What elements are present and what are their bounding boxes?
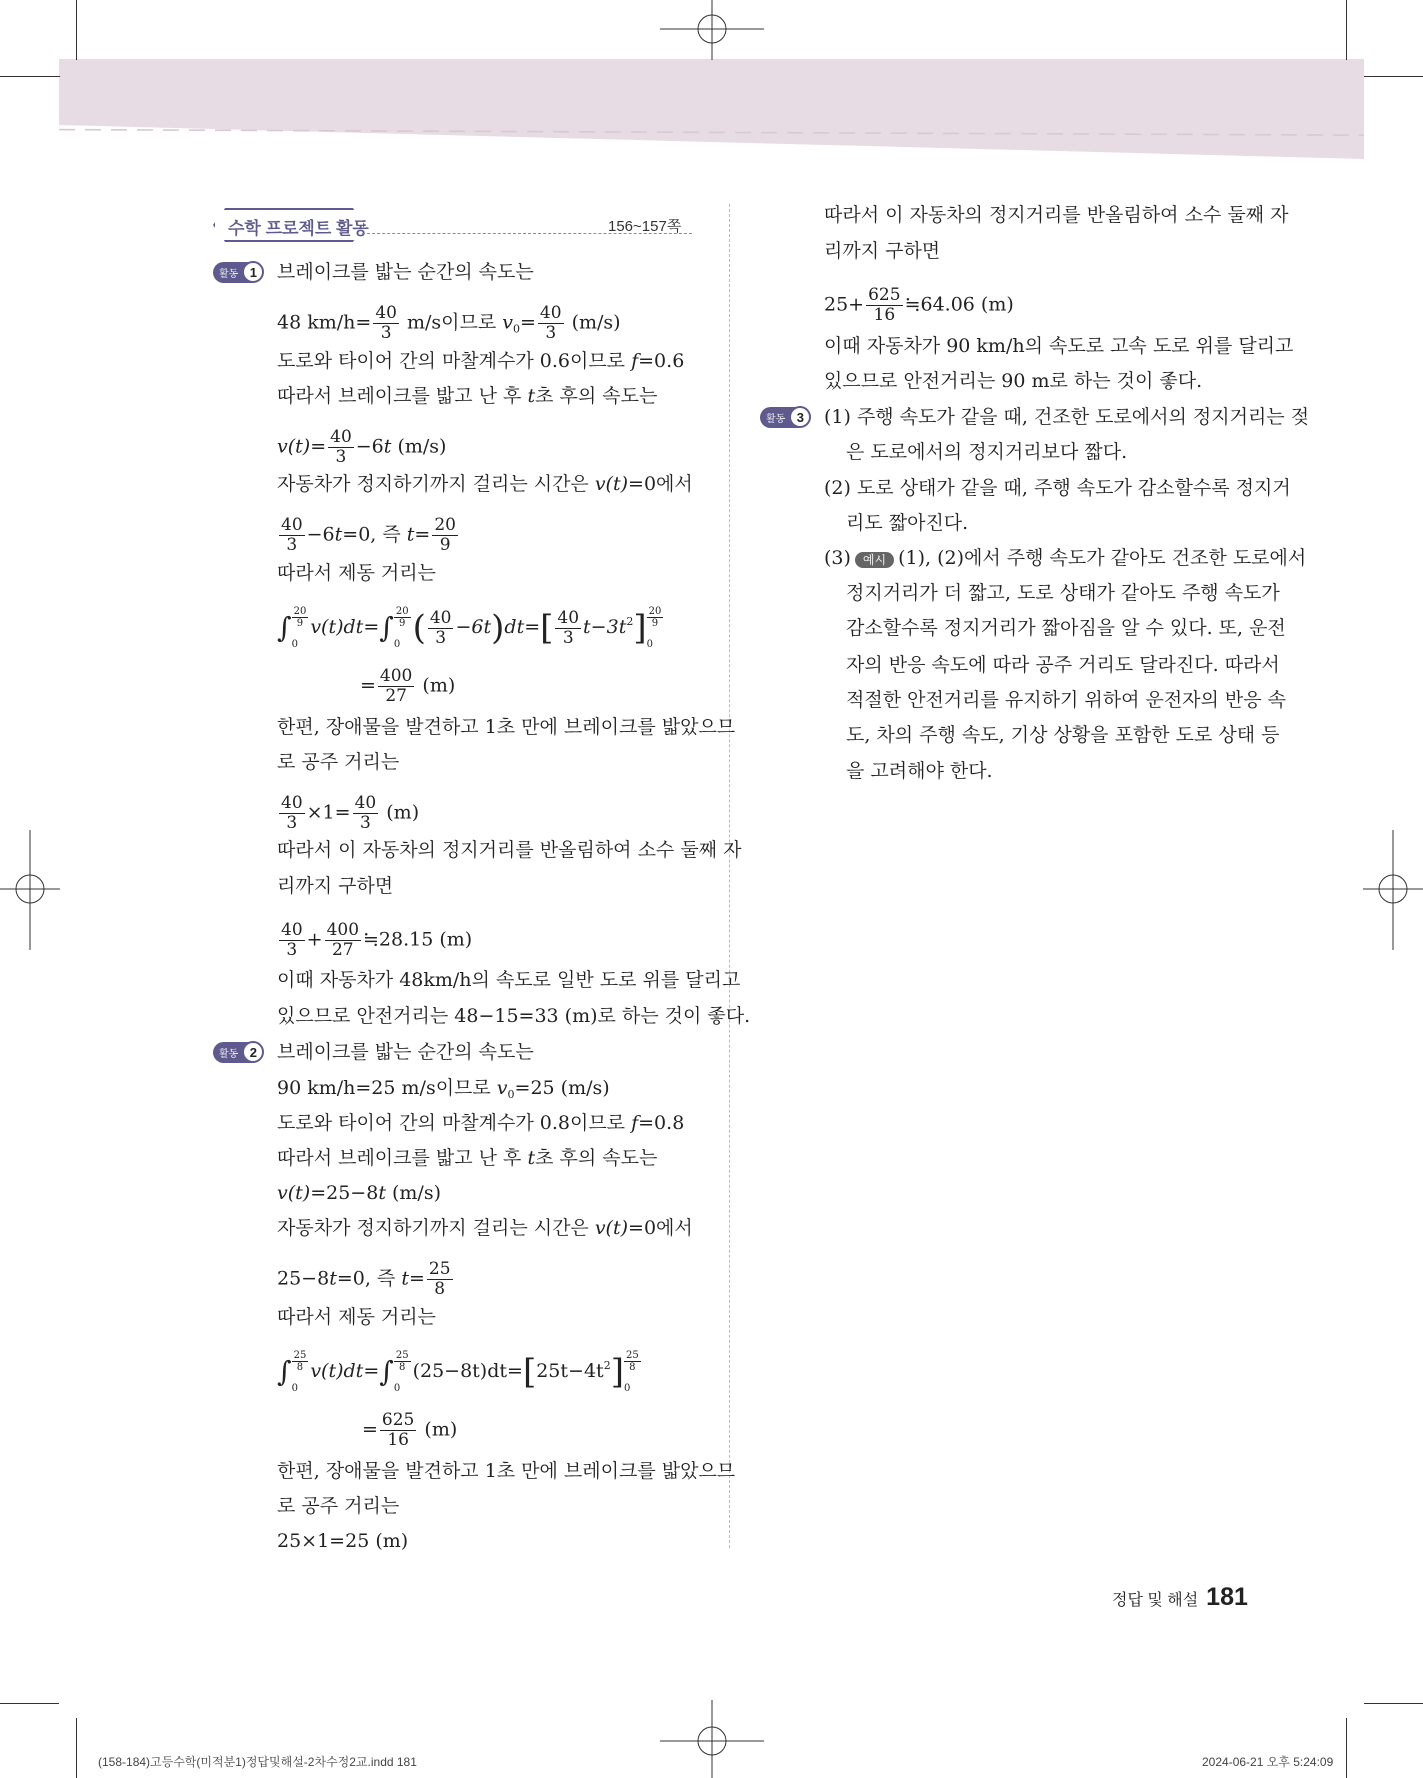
text-line: 자동차가 정지하기까지 걸리는 시간은 v(t)=0에서	[277, 473, 693, 495]
page-reference: 156~157쪽	[608, 218, 682, 235]
activity-tag: 활동	[213, 262, 252, 283]
activity-badge-1	[213, 261, 264, 283]
section-title: 수학 프로젝트 활동	[228, 219, 369, 238]
text-line: 자동차가 정지하기까지 걸리는 시간은 v(t)=0에서	[277, 1217, 693, 1239]
text-line: 을 고려해야 한다.	[846, 760, 993, 782]
text-line: 도, 차의 주행 속도, 기상 상황을 포함한 도로 상태 등	[846, 724, 1280, 746]
header-dashed-line	[59, 128, 1364, 136]
registration-mark	[660, 0, 764, 60]
page-number: 181	[1206, 1583, 1248, 1611]
activity-tag: 활동	[213, 1042, 252, 1063]
crop-mark	[0, 76, 60, 77]
text-line: 리까지 구하면	[824, 240, 941, 262]
text-line: 90 km/h=25 m/s이므로 $v_0=25$ (m/s)	[277, 1077, 610, 1101]
text-line: 브레이크를 밟는 순간의 속도는	[277, 261, 534, 283]
text-line: 은 도로에서의 정지거리보다 짧다.	[846, 441, 1128, 463]
list-item: (3) 예시 (1), (2)에서 주행 속도가 같아도 건조한 도로에서	[824, 547, 1307, 569]
example-badge: 예시	[855, 552, 894, 568]
text-line: v(t)=25−8t (m/s)	[277, 1182, 441, 1204]
math-line: $\frac{40}{3}$ + $\frac{400}{27}$ ≒28.15 (m)	[281, 920, 473, 960]
math-line: = $\frac{625}{16}$ (m)	[362, 1410, 458, 1450]
text-line: 리까지 구하면	[277, 875, 394, 897]
math-line: 25−8t=0, 즉 t= $\frac{25}{8}$	[277, 1259, 451, 1299]
activity-badge-3	[760, 406, 811, 428]
activity-number: 2	[242, 1041, 264, 1063]
text-line: 한편, 장애물을 발견하고 1초 만에 브레이크를 밟았으므	[277, 716, 736, 738]
text-line: 로 공주 거리는	[277, 1495, 400, 1517]
math-line: = $\frac{400}{27}$ (m)	[360, 666, 456, 706]
text-line: 따라서 이 자동차의 정지거리를 반올림하여 소수 둘째 자	[277, 839, 742, 861]
text-line: 따라서 브레이크를 밟고 난 후 t초 후의 속도는	[277, 385, 658, 407]
print-date: 2024-06-21 오후 5:24:09	[1202, 1755, 1334, 1769]
text-line: 25×1=25 (m)	[277, 1530, 409, 1552]
activity-badge-2	[213, 1041, 264, 1063]
activity-tag: 활동	[760, 407, 799, 428]
text-line: 정지거리가 더 짧고, 도로 상태가 같아도 주행 속도가	[846, 582, 1280, 604]
header-band	[59, 59, 1364, 159]
text-line: 적절한 안전거리를 유지하기 위하여 운전자의 반응 속	[846, 689, 1287, 711]
text-line: 이때 자동차가 48km/h의 속도로 일반 도로 위를 달리고	[277, 969, 741, 991]
crop-mark	[1346, 1718, 1347, 1778]
crop-mark	[1364, 76, 1423, 77]
text-line: 따라서 이 자동차의 정지거리를 반올림하여 소수 둘째 자	[824, 204, 1289, 226]
registration-mark	[660, 1700, 764, 1778]
math-line: 48 km/h= $\frac{40}{3}$ m/s이므로 $v_0=$ $\frac{40}{3}$ (m/s)	[277, 303, 621, 343]
text-line: 로 공주 거리는	[277, 751, 400, 773]
activity-number: 1	[242, 261, 264, 283]
crop-mark	[1346, 0, 1347, 60]
crop-mark	[76, 0, 77, 60]
text-line: 리도 짧아진다.	[846, 512, 969, 534]
crop-mark	[76, 1718, 77, 1778]
math-line: $\frac{40}{3}$ ×1= $\frac{40}{3}$ (m)	[281, 793, 420, 833]
text-line: 있으므로 안전거리는 90 m로 하는 것이 좋다.	[824, 370, 1203, 392]
text-line: 따라서 브레이크를 밟고 난 후 t초 후의 속도는	[277, 1147, 658, 1169]
page-number-block	[1112, 1583, 1248, 1612]
file-slug: (158-184)고등수학(미적분1)정답및해설-2차수정2교.indd 181	[98, 1755, 417, 1769]
crop-mark	[1364, 1703, 1423, 1704]
math-line: v(t)= $\frac{40}{3}$ −6t (m/s)	[277, 427, 447, 467]
text-line: 따라서 제동 거리는	[277, 562, 436, 584]
math-line: 25+ $\frac{625}{16}$ ≒64.06 (m)	[824, 285, 1014, 325]
text-line: 이때 자동차가 90 km/h의 속도로 고속 도로 위를 달리고	[824, 335, 1294, 357]
text-line: 한편, 장애물을 발견하고 1초 만에 브레이크를 밟았으므	[277, 1460, 736, 1482]
text-line: 도로와 타이어 간의 마찰계수가 0.8이므로 f=0.8	[277, 1112, 685, 1134]
list-item: (2) 도로 상태가 같을 때, 주행 속도가 감소할수록 정지거	[824, 477, 1291, 499]
text-line: 따라서 제동 거리는	[277, 1306, 436, 1328]
list-item: (1) 주행 속도가 같을 때, 건조한 도로에서의 정지거리는 젖	[824, 406, 1310, 428]
math-line: $\frac{40}{3}$ −6t=0, 즉 t= $\frac{20}{9}$	[281, 515, 456, 555]
text-line: 브레이크를 밟는 순간의 속도는	[277, 1041, 534, 1063]
column-divider	[729, 204, 730, 1548]
registration-mark	[0, 830, 60, 950]
integral-line: ∫ 25 8 0 v(t)dt=∫ 25 8 0 $(25-8t)dt=[25t-4t^2]$ 25 8 0	[277, 1350, 639, 1394]
text-line: 감소할수록 정지거리가 짧아짐을 알 수 있다. 또, 운전	[846, 617, 1286, 639]
crop-mark	[0, 1703, 59, 1704]
section-label: 정답 및 해설	[1112, 1592, 1199, 1609]
text-line: 자의 반응 속도에 따라 공주 거리도 달라진다. 따라서	[846, 654, 1280, 676]
text-line: 있으므로 안전거리는 48−15=33 (m)로 하는 것이 좋다.	[277, 1005, 751, 1027]
integral-line: ∫ 20 9 0 v(t)dt=∫ 20 9 0 ( $\frac{40}{3}$ −6t)dt=[ $\frac{40}{3}$ $t-3t^2$] 20 9 0	[277, 606, 662, 650]
registration-mark	[1363, 830, 1423, 950]
text-line: 도로와 타이어 간의 마찰계수가 0.6이므로 f=0.6	[277, 350, 685, 372]
activity-number: 3	[789, 406, 811, 428]
